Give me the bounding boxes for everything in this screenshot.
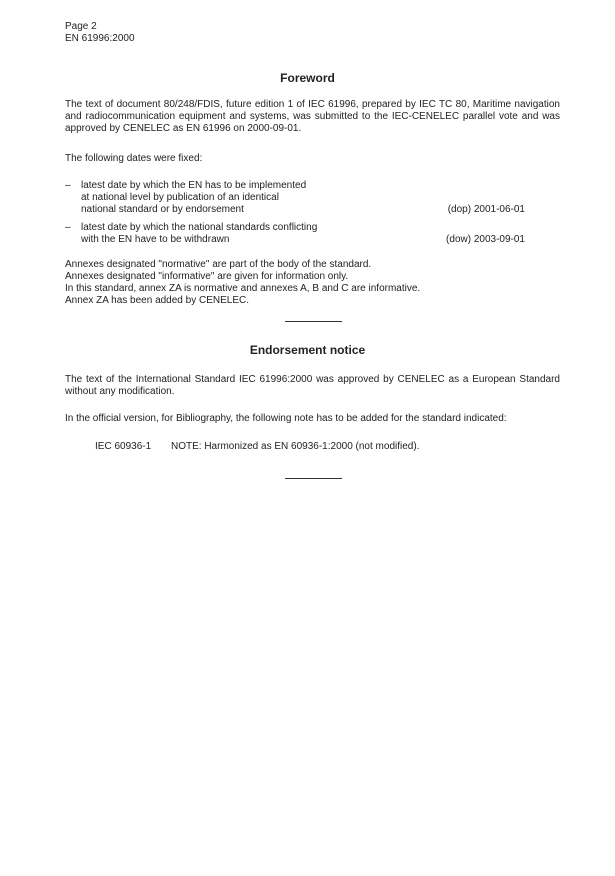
- endorsement-paragraph: The text of the International Standard IEC 61996:2000 was approved by CENELEC as a European Standard without any modification.: [65, 374, 560, 397]
- date-value: 2003-09-01: [473, 234, 525, 245]
- endorsement-title: Endorsement notice: [249, 343, 366, 357]
- date-item-dop: – latest date by which the EN has to be implemented at national level by publication of an identical national standard or by endorsement (dop) 2001-06-01: [65, 180, 525, 215]
- dates-intro: The following dates were fixed:: [65, 153, 203, 164]
- bibliography-note-intro: In the official version, for Bibliography, the following note has to be added for the standard indicated:: [65, 413, 507, 424]
- date-value: 2001-06-01: [473, 204, 525, 215]
- standard-ref: IEC 60936-1: [95, 441, 152, 452]
- section-divider: [285, 478, 342, 479]
- section-divider: [285, 321, 342, 322]
- harmonization-note: NOTE: Harmonized as EN 60936-1:2000 (not modified).: [171, 441, 420, 452]
- document-id: EN 61996:2000: [65, 33, 135, 44]
- foreword-title: Foreword: [280, 71, 335, 85]
- page-header: [65, 21, 135, 45]
- date-item-dow: – latest date by which the national standards conflicting with the EN have to be withdrawn (dow) 2003-09-01: [65, 222, 525, 245]
- annex-notes: Annexes designated "normative" are part of the body of the standard. Annexes designated "informative" are given for information only. In this standard, annex ZA is normative and annexes A, B and C are informative. Annex ZA has been added by CENELEC.: [65, 259, 421, 306]
- date-code: (dop): [447, 204, 472, 215]
- foreword-paragraph: The text of document 80/248/FDIS, future edition 1 of IEC 61996, prepared by IEC TC 80, Maritime navigation and radiocommunication equipment and systems, was submitted to the IEC-CENELEC parallel vote and was approved by CENELEC as EN 61996 on 2000-09-01.: [65, 99, 560, 134]
- page-number: Page 2: [65, 21, 97, 32]
- date-code: (dow): [446, 234, 472, 245]
